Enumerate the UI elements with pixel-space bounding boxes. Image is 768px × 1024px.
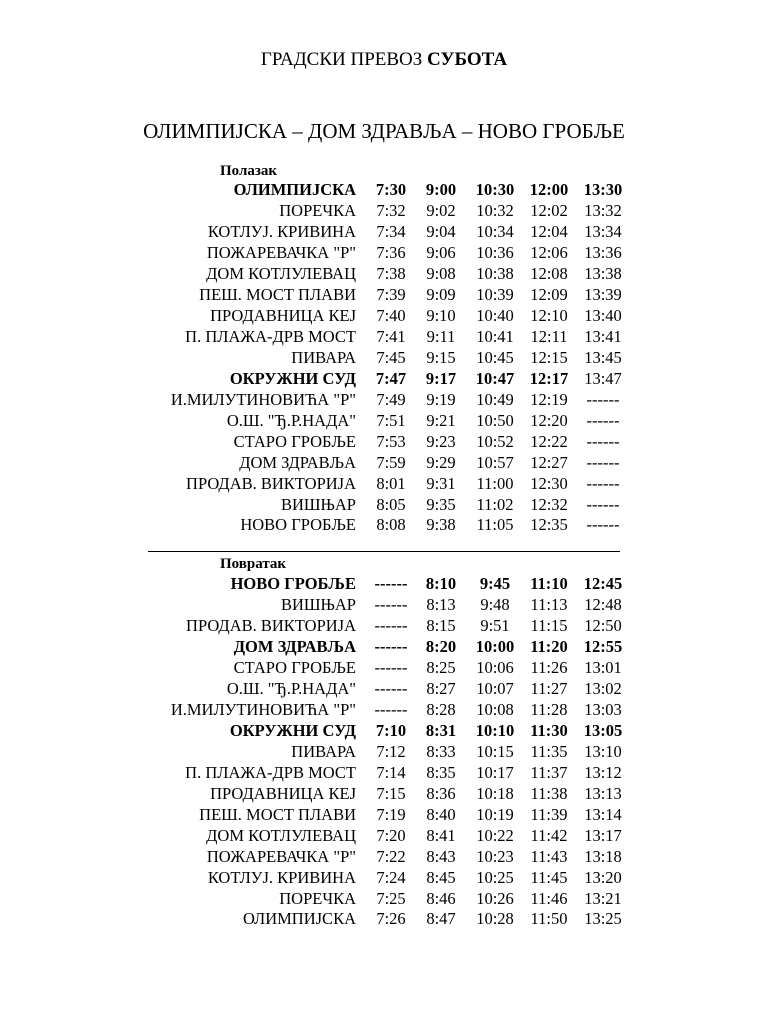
table-row — [100, 825, 630, 846]
departure-time: 11:10 — [530, 574, 568, 594]
table-row — [100, 180, 630, 201]
departure-time: 7:25 — [376, 888, 406, 908]
departure-time: 12:30 — [530, 473, 568, 493]
departure-time: 10:32 — [476, 201, 514, 221]
stop-name: О.Ш. "Ђ.Р.НАДА" — [226, 410, 356, 430]
stop-name: НОВО ГРОБЉЕ — [240, 515, 356, 535]
departure-time: 9:17 — [425, 368, 457, 388]
departure-time: 10:40 — [476, 306, 514, 326]
departure-time: 12:08 — [530, 264, 568, 284]
departure-time: 11:28 — [530, 700, 568, 720]
stop-name: ПОРЕЧКА — [279, 888, 356, 908]
departure-time: 11:35 — [530, 741, 568, 761]
departure-time: 10:26 — [476, 888, 514, 908]
stop-name: ОКРУЖНИ СУД — [229, 368, 356, 388]
departure-time: 12:20 — [530, 410, 568, 430]
departure-time: 9:10 — [426, 306, 456, 326]
departure-time: 12:15 — [530, 347, 568, 367]
departure-time: 9:23 — [426, 431, 456, 451]
stop-name: О.Ш. "Ђ.Р.НАДА" — [226, 679, 356, 699]
departure-time: 10:52 — [476, 431, 514, 451]
departure-time: 8:01 — [376, 473, 406, 493]
departure-time: 7:14 — [376, 762, 406, 782]
departure-time: 9:02 — [426, 201, 456, 221]
departure-time: 9:45 — [479, 574, 511, 594]
departure-time: 11:02 — [476, 494, 514, 514]
departure-time: 8:28 — [426, 700, 456, 720]
stop-name: ПИВАРА — [291, 347, 356, 367]
stop-name: ДОМ КОТЛУЛЕВАЦ — [206, 264, 356, 284]
departure-time: 9:09 — [426, 285, 456, 305]
departure-time: 13:32 — [584, 201, 622, 221]
departure-time: 13:47 — [584, 368, 622, 388]
stop-name: ОЛИМПИЈСКА — [242, 909, 356, 929]
departure-time: 12:02 — [530, 201, 568, 221]
departure-time: 10:28 — [476, 909, 514, 929]
departure-time: 11:42 — [530, 825, 568, 845]
stop-name: ПРОДАВ. ВИКТОРИЈА — [186, 473, 356, 493]
departure-time: 13:36 — [584, 243, 622, 263]
departure-time: 10:36 — [476, 243, 514, 263]
stop-name: КОТЛУЈ. КРИВИНА — [207, 867, 356, 887]
departure-time: 13:12 — [584, 762, 622, 782]
departure-time: ------ — [374, 616, 408, 636]
departure-time: 7:45 — [376, 347, 406, 367]
departure-time: 12:55 — [583, 637, 623, 657]
departure-time: 13:20 — [584, 867, 622, 887]
departure-time: 10:08 — [476, 700, 514, 720]
table-row — [100, 804, 630, 825]
stop-name: ОКРУЖНИ СУД — [229, 721, 356, 741]
departure-time: ------ — [374, 679, 408, 699]
departure-time: 7:49 — [376, 389, 406, 409]
departure-time: 11:37 — [530, 762, 568, 782]
departure-time: 10:15 — [476, 741, 514, 761]
stop-name: ДОМ КОТЛУЛЕВАЦ — [206, 825, 356, 845]
departure-time: 11:39 — [530, 804, 568, 824]
table-row — [100, 452, 630, 473]
departure-time: 10:22 — [476, 825, 514, 845]
departure-time: ------ — [374, 574, 408, 594]
table-row — [100, 679, 630, 700]
departure-time: 12:45 — [583, 574, 623, 594]
departure-time: 12:19 — [530, 389, 568, 409]
departure-time: 13:40 — [584, 306, 622, 326]
table-row — [100, 574, 630, 595]
table-row — [100, 368, 630, 389]
return-table-body — [100, 574, 630, 930]
page-title-bold: СУБОТА — [427, 49, 508, 70]
return-label: Повратак — [220, 556, 287, 572]
stop-name: ПРОДАВНИЦА КЕЈ — [210, 783, 356, 803]
departure-time: ------ — [374, 700, 408, 720]
departure-time: 11:43 — [530, 846, 568, 866]
departure-time: 10:38 — [476, 264, 514, 284]
stop-name: ОЛИМПИЈСКА — [233, 180, 356, 200]
departure-time: 10:19 — [476, 804, 514, 824]
departure-time: 11:00 — [476, 473, 514, 493]
table-row — [100, 410, 630, 431]
departure-time: 12:06 — [530, 243, 568, 263]
table-row — [100, 306, 630, 327]
departure-time: 8:33 — [426, 741, 456, 761]
departure-time: 13:41 — [584, 327, 622, 347]
departure-time: 11:05 — [476, 515, 514, 535]
departure-time: 11:46 — [530, 888, 568, 908]
departure-time: 8:46 — [426, 888, 456, 908]
departure-time: 8:20 — [425, 637, 457, 657]
departure-time: ------ — [586, 389, 620, 409]
departure-time: 7:30 — [375, 180, 407, 200]
departure-time: 12:48 — [584, 595, 622, 615]
table-row — [100, 700, 630, 721]
stop-name: ПРОДАВ. ВИКТОРИЈА — [186, 616, 356, 636]
departure-time: 12:10 — [530, 306, 568, 326]
departure-time: 10:18 — [476, 783, 514, 803]
departure-time: 7:51 — [376, 410, 406, 430]
departure-time: 7:12 — [376, 741, 406, 761]
page-title-regular: ГРАДСКИ ПРЕВОЗ — [260, 49, 423, 70]
departure-time: 7:15 — [376, 783, 406, 803]
departure-time: 7:36 — [376, 243, 406, 263]
departure-time: 13:34 — [584, 222, 622, 242]
departure-time: 13:38 — [584, 264, 622, 284]
departure-time: 7:40 — [376, 306, 406, 326]
stop-name: ДОМ ЗДРАВЉА — [233, 637, 356, 657]
departure-time: 8:31 — [425, 721, 457, 741]
departure-time: 8:43 — [426, 846, 456, 866]
departure-time: 11:50 — [530, 909, 568, 929]
departure-time: ------ — [374, 637, 408, 657]
table-row — [100, 222, 630, 243]
departure-time: 10:45 — [476, 347, 514, 367]
departure-time: 13:17 — [584, 825, 622, 845]
departure-time: 10:25 — [476, 867, 514, 887]
departure-time: 12:27 — [530, 452, 568, 472]
departure-time: 8:15 — [426, 616, 456, 636]
stop-name: П. ПЛАЖА-ДРВ МОСТ — [185, 762, 356, 782]
departure-time: 8:25 — [426, 658, 456, 678]
departure-time: 12:00 — [529, 180, 569, 200]
stop-name: ПЕШ. МОСТ ПЛАВИ — [199, 804, 356, 824]
departure-time: 7:39 — [376, 285, 406, 305]
departure-time: 11:45 — [530, 867, 568, 887]
departure-time: 7:53 — [376, 431, 406, 451]
departure-time: 8:10 — [425, 574, 457, 594]
departure-time: 8:45 — [426, 867, 456, 887]
departure-time: 12:04 — [530, 222, 568, 242]
departure-time: 11:38 — [530, 783, 568, 803]
departure-time: 8:27 — [426, 679, 456, 699]
table-row — [100, 243, 630, 264]
departure-time: 7:20 — [376, 825, 406, 845]
page-title — [0, 48, 768, 72]
departure-time: 9:35 — [426, 494, 456, 514]
departure-time: 11:20 — [530, 637, 568, 657]
table-row — [100, 494, 630, 515]
table-row — [100, 867, 630, 888]
departure-time: 11:13 — [530, 595, 568, 615]
departure-time: 8:08 — [376, 515, 406, 535]
departure-time: 9:04 — [426, 222, 456, 242]
table-row — [100, 888, 630, 909]
stop-name: П. ПЛАЖА-ДРВ МОСТ — [185, 327, 356, 347]
stop-name: И.МИЛУТИНОВИЋА "Р" — [170, 700, 356, 720]
stop-name: КОТЛУЈ. КРИВИНА — [207, 222, 356, 242]
table-row — [100, 658, 630, 679]
departure-time: 12:11 — [530, 327, 568, 347]
departure-time: 7:41 — [376, 327, 406, 347]
departure-time: 7:47 — [375, 368, 407, 388]
departure-time: 9:00 — [425, 180, 457, 200]
departure-time: ------ — [586, 515, 620, 535]
departure-table-body — [100, 180, 630, 536]
departure-time: ------ — [374, 595, 408, 615]
departure-time: 10:07 — [476, 679, 514, 699]
departure-time: 10:10 — [475, 721, 515, 741]
departure-time: 8:40 — [426, 804, 456, 824]
table-row — [100, 595, 630, 616]
stop-name: НОВО ГРОБЉЕ — [230, 574, 356, 594]
departure-time: 13:02 — [584, 679, 622, 699]
stop-name: ДОМ ЗДРАВЉА — [239, 452, 356, 472]
stop-name: ПИВАРА — [291, 741, 356, 761]
departure-time: 9:15 — [426, 347, 456, 367]
departure-time: 12:09 — [530, 285, 568, 305]
departure-time: 13:03 — [584, 700, 622, 720]
departure-time: 9:48 — [480, 595, 510, 615]
table-row — [100, 762, 630, 783]
stop-name: ПОЖАРЕВАЧКА "Р" — [206, 846, 356, 866]
departure-time: 9:11 — [426, 327, 456, 347]
departure-time: 10:23 — [476, 846, 514, 866]
departure-time: 12:35 — [530, 515, 568, 535]
departure-time: 7:10 — [375, 721, 407, 741]
table-row — [100, 846, 630, 867]
departure-time: 7:34 — [376, 222, 406, 242]
departure-time: 10:39 — [476, 285, 514, 305]
departure-time: 8:35 — [426, 762, 456, 782]
departure-time: 9:51 — [480, 616, 510, 636]
departure-time: 7:38 — [376, 264, 406, 284]
departure-time: 8:47 — [426, 909, 456, 929]
departure-time: 9:31 — [426, 473, 456, 493]
departure-time: 7:24 — [376, 867, 406, 887]
table-row — [100, 473, 630, 494]
table-row — [100, 264, 630, 285]
departure-time: 13:25 — [584, 909, 622, 929]
departure-time: 10:30 — [475, 180, 515, 200]
departure-time: 10:34 — [476, 222, 514, 242]
route-title: ОЛИМПИЈСКА – ДОМ ЗДРАВЉА – НОВО ГРОБЉЕ — [143, 119, 625, 143]
section-divider — [148, 551, 620, 552]
departure-time: 7:22 — [376, 846, 406, 866]
departure-time: 7:19 — [376, 804, 406, 824]
departure-time: 8:13 — [426, 595, 456, 615]
departure-time: 8:36 — [426, 783, 456, 803]
departure-time: 13:10 — [584, 741, 622, 761]
departure-time: 8:41 — [426, 825, 456, 845]
table-row — [100, 285, 630, 306]
departure-time: 9:38 — [426, 515, 456, 535]
departure-time: 13:14 — [584, 804, 622, 824]
departure-time: 7:59 — [376, 452, 406, 472]
departure-label: Полазак — [220, 163, 278, 179]
table-row — [100, 201, 630, 222]
stop-name: ВИШЊАР — [280, 595, 356, 615]
departure-time: 10:00 — [475, 637, 515, 657]
departure-time: 7:26 — [376, 909, 406, 929]
departure-time: 13:39 — [584, 285, 622, 305]
stop-name: ПОРЕЧКА — [279, 201, 356, 221]
table-row — [100, 389, 630, 410]
table-row — [100, 909, 630, 930]
departure-time: 11:30 — [530, 721, 568, 741]
departure-time: 11:27 — [530, 679, 568, 699]
departure-time: 11:15 — [530, 616, 568, 636]
table-row — [100, 348, 630, 369]
table-row — [100, 616, 630, 637]
departure-time: 9:29 — [426, 452, 456, 472]
departure-time: 12:22 — [530, 431, 568, 451]
departure-time: 13:13 — [584, 783, 622, 803]
stop-name: ВИШЊАР — [280, 494, 356, 514]
departure-time: 11:26 — [530, 658, 568, 678]
departure-time: ------ — [586, 473, 620, 493]
departure-time: 10:50 — [476, 410, 514, 430]
departure-time: 10:57 — [476, 452, 514, 472]
stop-name: ПРОДАВНИЦА КЕЈ — [210, 306, 356, 326]
stop-name: ПЕШ. МОСТ ПЛАВИ — [199, 285, 356, 305]
departure-time: 13:45 — [584, 347, 622, 367]
departure-time: 9:21 — [426, 410, 456, 430]
table-row — [100, 637, 630, 658]
departure-time: ------ — [374, 658, 408, 678]
departure-time: 10:47 — [475, 368, 515, 388]
departure-time: ------ — [586, 410, 620, 430]
departure-time: 7:32 — [376, 201, 406, 221]
departure-time: 9:08 — [426, 264, 456, 284]
stop-name: СТАРО ГРОБЉЕ — [233, 658, 356, 678]
departure-time: ------ — [586, 431, 620, 451]
departure-time: 13:30 — [583, 180, 623, 200]
departure-time: 12:50 — [584, 616, 622, 636]
table-row — [100, 431, 630, 452]
departure-table — [100, 180, 630, 536]
table-row — [100, 742, 630, 763]
table-row — [100, 327, 630, 348]
departure-time: 10:49 — [476, 389, 514, 409]
stop-name: ПОЖАРЕВАЧКА "Р" — [206, 243, 356, 263]
departure-time: 9:06 — [426, 243, 456, 263]
departure-time: 12:32 — [530, 494, 568, 514]
table-row — [100, 721, 630, 742]
departure-time: ------ — [586, 452, 620, 472]
departure-time: 8:05 — [376, 494, 406, 514]
departure-time: 9:19 — [426, 389, 456, 409]
departure-time: 13:21 — [584, 888, 622, 908]
table-row — [100, 515, 630, 536]
departure-time: 10:41 — [476, 327, 514, 347]
departure-time: ------ — [586, 494, 620, 514]
table-row — [100, 783, 630, 804]
return-table — [100, 574, 630, 930]
departure-time: 13:01 — [584, 658, 622, 678]
stop-name: И.МИЛУТИНОВИЋА "Р" — [170, 389, 356, 409]
departure-time: 12:17 — [529, 368, 569, 388]
departure-time: 10:06 — [476, 658, 514, 678]
departure-time: 13:05 — [583, 721, 623, 741]
departure-time: 13:18 — [584, 846, 622, 866]
departure-time: 10:17 — [476, 762, 514, 782]
stop-name: СТАРО ГРОБЉЕ — [233, 431, 356, 451]
